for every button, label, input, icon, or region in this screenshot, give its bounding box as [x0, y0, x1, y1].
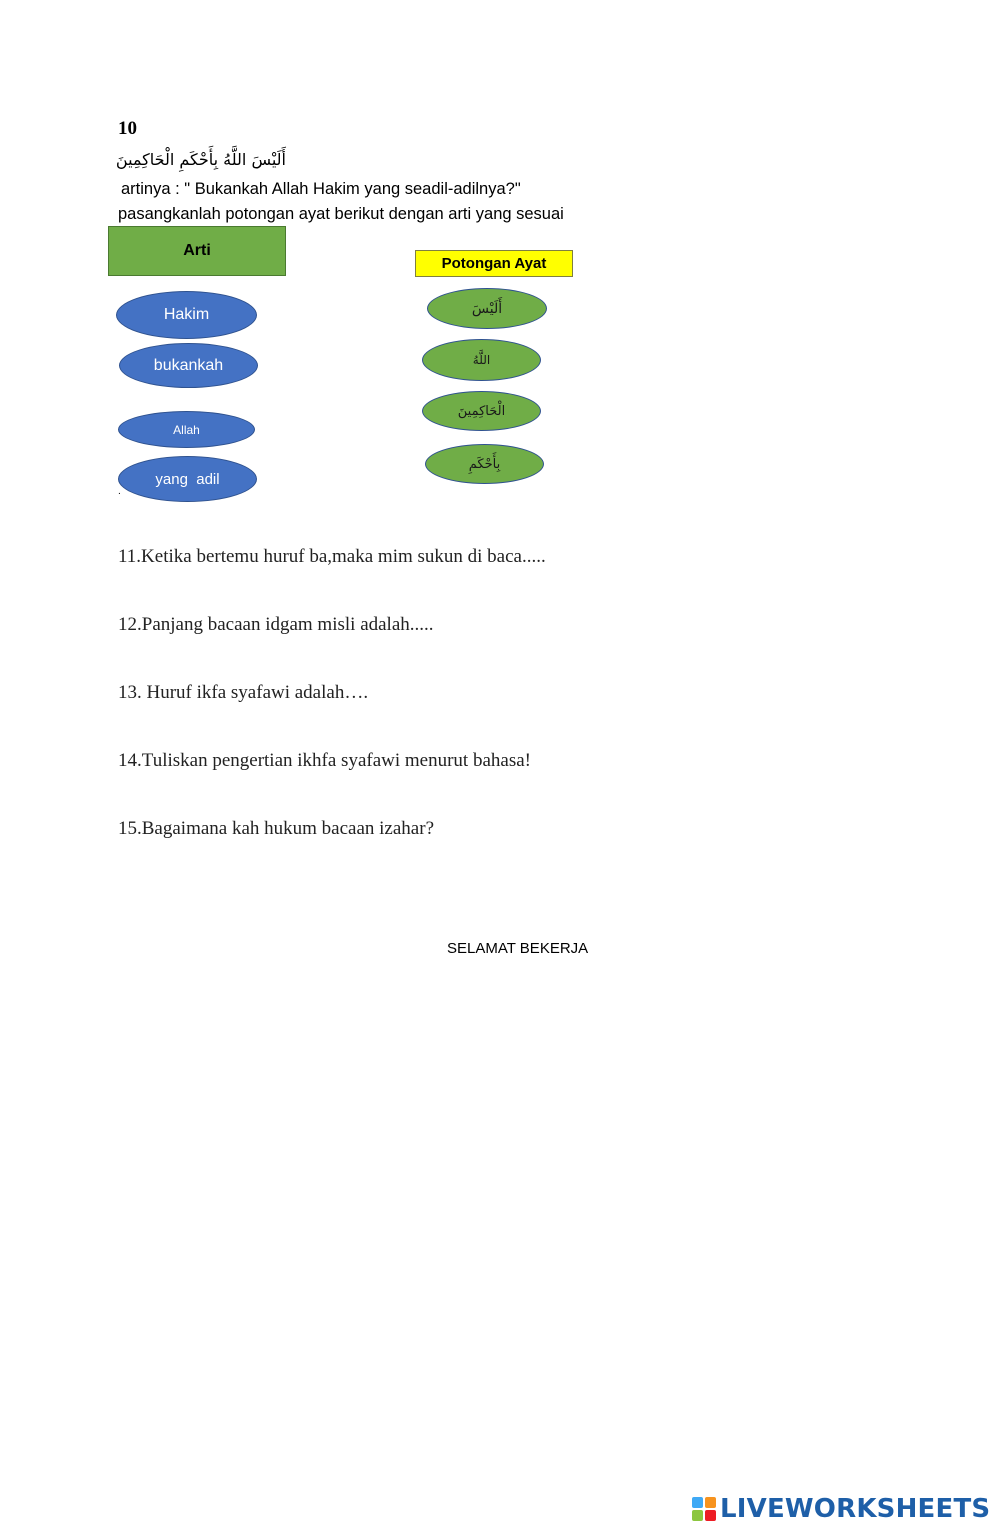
ayat-option-label: الْحَاكِمِينَ [457, 403, 506, 419]
brand-name: LIVEWORKSHEETS [720, 1494, 991, 1524]
ayat-option-label: أَلَيْسَ [471, 300, 503, 317]
stray-dot: . [118, 486, 121, 497]
ayat-option-alhakimin[interactable] [422, 391, 541, 431]
verse-meaning: artinya : " Bukankah Allah Hakim yang seadil-adilnya?" [121, 180, 521, 198]
logo-square-icon [692, 1510, 703, 1521]
arti-header [108, 226, 286, 276]
ayat-option-alaisa[interactable] [427, 288, 547, 329]
arabic-verse: أَلَيْسَ اللَّهُ بِأَحْكَمِ الْحَاكِمِينَ [115, 150, 286, 169]
arti-option-label: Hakim [163, 306, 210, 323]
logo-square-icon [705, 1497, 716, 1508]
question-15: 15.Bagaimana kah hukum bacaan izahar? [118, 818, 434, 839]
arti-option-bukankah[interactable] [119, 343, 258, 388]
ayat-option-label: اللَّهُ [472, 353, 491, 367]
logo-square-icon [692, 1497, 703, 1508]
question-11: 11.Ketika bertemu huruf ba,maka mim sukun di baca..... [118, 546, 546, 567]
arti-header-label: Arti [183, 242, 211, 259]
logo-square-icon [705, 1510, 716, 1521]
potongan-ayat-header-label: Potongan Ayat [441, 255, 547, 272]
arti-option-allah[interactable] [118, 411, 255, 448]
question-13: 13. Huruf ikfa syafawi adalah…. [118, 682, 369, 703]
question-14: 14.Tuliskan pengertian ikhfa syafawi menurut bahasa! [118, 750, 531, 771]
ayat-option-label: بِأَحْكَمِ [468, 456, 501, 472]
closing-text: SELAMAT BEKERJA [447, 940, 589, 957]
arti-option-yang-adil[interactable] [118, 456, 257, 502]
ayat-option-biahkami[interactable] [425, 444, 544, 484]
liveworksheets-logo-icon [692, 1497, 716, 1521]
question-12: 12.Panjang bacaan idgam misli adalah..... [118, 614, 434, 635]
liveworksheets-brand[interactable] [692, 1494, 990, 1524]
potongan-ayat-header [415, 250, 573, 277]
ayat-option-allahu[interactable] [422, 339, 541, 381]
matching-instruction: pasangkanlah potongan ayat berikut dengan arti yang sesuai [118, 205, 564, 223]
arti-option-label: bukankah [153, 356, 224, 374]
question-number: 10 [118, 118, 137, 139]
arti-option-label: yang adil [155, 470, 220, 488]
arti-option-label: Allah [173, 422, 200, 437]
arti-option-hakim[interactable] [116, 291, 257, 339]
